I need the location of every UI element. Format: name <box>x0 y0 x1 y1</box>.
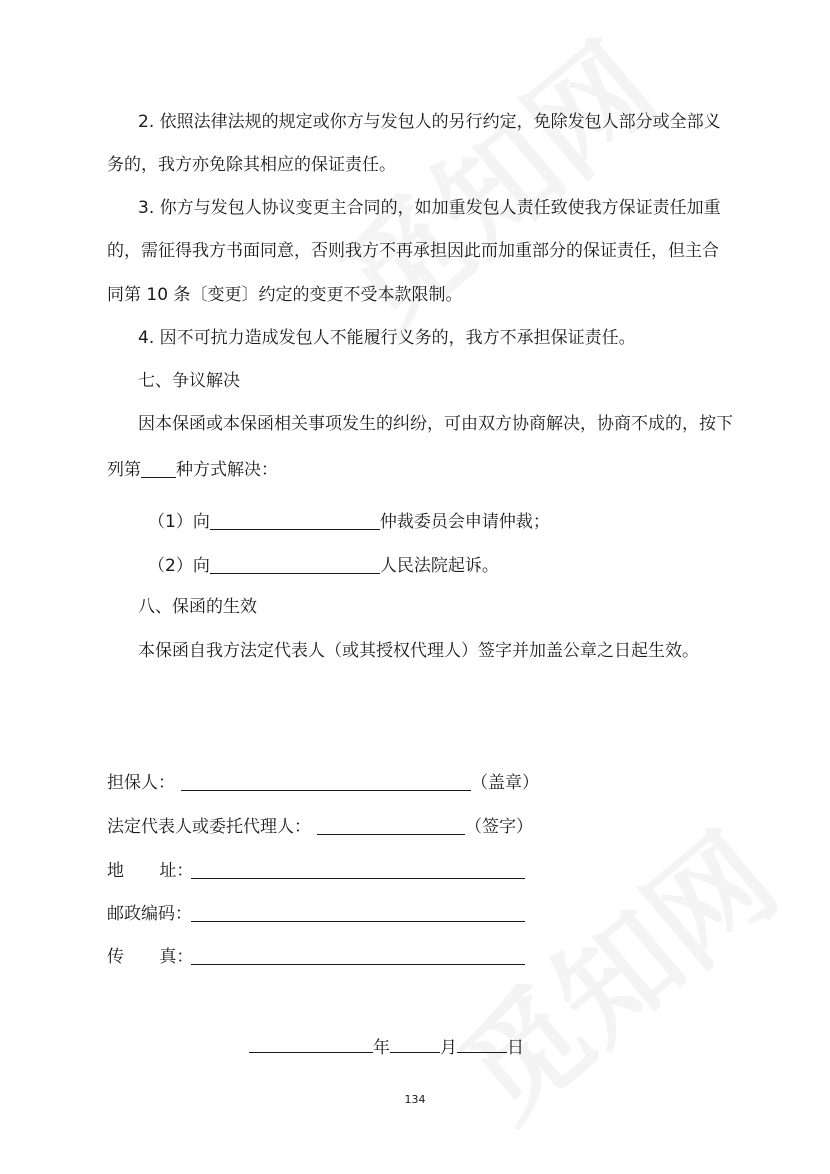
address-label: 地 址： <box>107 861 194 881</box>
arbitration-commission-blank[interactable] <box>210 512 380 530</box>
seal-note: （盖章） <box>471 773 539 793</box>
method-suffix: 种方式解决： <box>176 460 278 480</box>
guarantor-label: 担保人： <box>107 773 175 793</box>
month-blank[interactable] <box>390 1035 440 1053</box>
section-7-heading: 七、争议解决 <box>138 371 240 391</box>
month-label: 月 <box>440 1038 457 1058</box>
section-7-body-line-1: 因本保函或本保函相关事项发生的纠纷，可由双方协商解决，协商不成的，按下 <box>138 414 733 434</box>
day-label: 日 <box>507 1038 524 1058</box>
representative-row <box>107 817 533 836</box>
section-8-heading: 八、保函的生效 <box>138 597 257 617</box>
clause-4: 4. 因不可抗力造成发包人不能履行义务的，我方不承担保证责任。 <box>138 328 636 348</box>
fax-field[interactable] <box>191 947 525 965</box>
method-blank[interactable] <box>141 460 176 478</box>
watermark <box>300 0 686 362</box>
guarantor-field[interactable] <box>181 773 471 791</box>
page-number: 134 <box>404 1093 426 1106</box>
day-blank[interactable] <box>457 1035 507 1053</box>
year-blank[interactable] <box>249 1035 373 1053</box>
fax-label: 传 真： <box>107 947 194 967</box>
method-prefix: 列第 <box>107 460 141 480</box>
option-1-prefix: （1）向 <box>148 512 210 532</box>
option-arbitration <box>148 512 550 531</box>
guarantor-row <box>107 773 539 792</box>
option-2-prefix: （2）向 <box>148 556 210 576</box>
clause-3-line-2: 的，需征得我方书面同意，否则我方不再承担因此而加重部分的保证责任，但主合 <box>107 241 719 261</box>
clause-2-line-1: 2. 依照法律法规的规定或你方与发包人的另行约定，免除发包人部分或全部义 <box>138 112 721 132</box>
year-label: 年 <box>373 1038 390 1058</box>
section-8-body: 本保函自我方法定代表人（或其授权代理人）签字并加盖公章之日起生效。 <box>138 641 699 661</box>
option-2-suffix: 人民法院起诉。 <box>379 556 499 576</box>
fax-row <box>107 947 525 966</box>
court-blank[interactable] <box>210 556 380 574</box>
section-7-body-line-2 <box>107 460 278 479</box>
option-1-suffix: 仲裁委员会申请仲裁； <box>379 512 550 532</box>
clause-2-line-2: 务的，我方亦免除其相应的保证责任。 <box>107 155 396 175</box>
representative-field[interactable] <box>317 817 465 835</box>
postcode-field[interactable] <box>191 904 525 922</box>
clause-3-line-1: 3. 你方与发包人协议变更主合同的，如加重发包人责任致使我方保证责任加重 <box>138 198 721 218</box>
date-row <box>249 1035 524 1057</box>
address-field[interactable] <box>191 861 525 879</box>
signature-note: （签字） <box>465 817 533 837</box>
clause-3-line-3: 同第 10 条〔变更〕约定的变更不受本款限制。 <box>107 285 463 305</box>
postcode-label: 邮政编码： <box>107 904 192 924</box>
postcode-row <box>107 904 525 923</box>
option-court <box>148 556 499 575</box>
representative-label: 法定代表人或委托代理人： <box>107 817 311 837</box>
address-row <box>107 861 525 880</box>
